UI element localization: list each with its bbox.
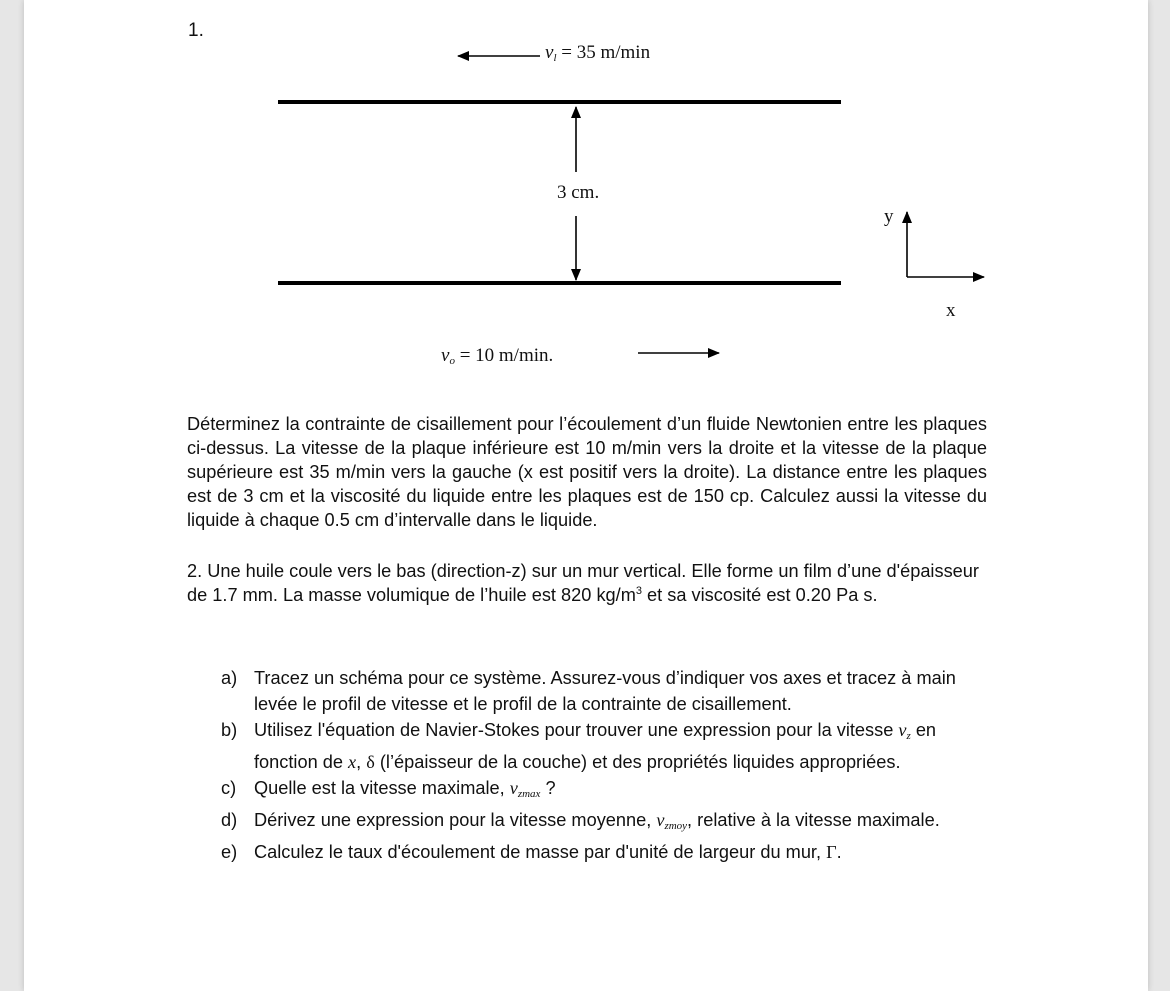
gap-label: 3 cm. (557, 182, 600, 203)
list-item: e) Calculez le taux d'écoulement de masse par d'unité de largeur du mur, Γ. (221, 842, 842, 862)
list-item: a) Tracez un schéma pour ce système. Assurez-vous d’indiquer vos axes et tracez à main levée le profil de vitesse et le profil de la contrainte de cisaillement. (221, 668, 956, 714)
problem-1-statement: Déterminez la contrainte de cisaillement pour l’écoulement d’un fluide Newtonien entre les plaques ci-dessus. La vitesse de la plaque inférieure est 10 m/min vers la droite et la vitesse de la plaque supérieure est 35 m/min vers la gauche (x est positif vers la droite). La distance entre les plaques est de 3 cm et la viscosité du liquide entre les plaques est de 150 cp. Calculez aussi la vitesse du liquide à chaque 0.5 cm d’intervalle dans le liquide. (187, 414, 987, 530)
problem-2-statement: 2. Une huile coule vers le bas (direction-z) sur un mur vertical. Elle forme un film d’une d'épaisseur de 1.7 mm. La masse volumique de l’huile est 820 $kg/m^3$ et sa viscosité est 0.20 Pa s. (187, 561, 979, 605)
bottom-plate-velocity-label: $v_o = 10$ m/min. (441, 345, 554, 367)
y-axis-label: y (884, 206, 894, 227)
list-item: d) Dérivez une expression pour la vitesse moyenne, $v_{zmoy}$, relative à la vitesse maximale. (221, 810, 940, 832)
top-plate-velocity-label: $v_l = 35$ m/min (545, 42, 651, 64)
list-item: c) Quelle est la vitesse maximale, $v_{zmax}$ ? (221, 778, 556, 800)
problem-1-number: 1. (188, 20, 204, 41)
problem-2-subquestions (221, 665, 981, 865)
list-item: b) Utilisez l'équation de Navier-Stokes pour trouver une expression pour la vitesse $v_z$ en fonction de x, δ (l’épaisseur de la couche) et des propriétés liquides appropriées. (221, 720, 937, 772)
x-axis-label: x (946, 300, 956, 321)
document-page (24, 0, 1148, 991)
